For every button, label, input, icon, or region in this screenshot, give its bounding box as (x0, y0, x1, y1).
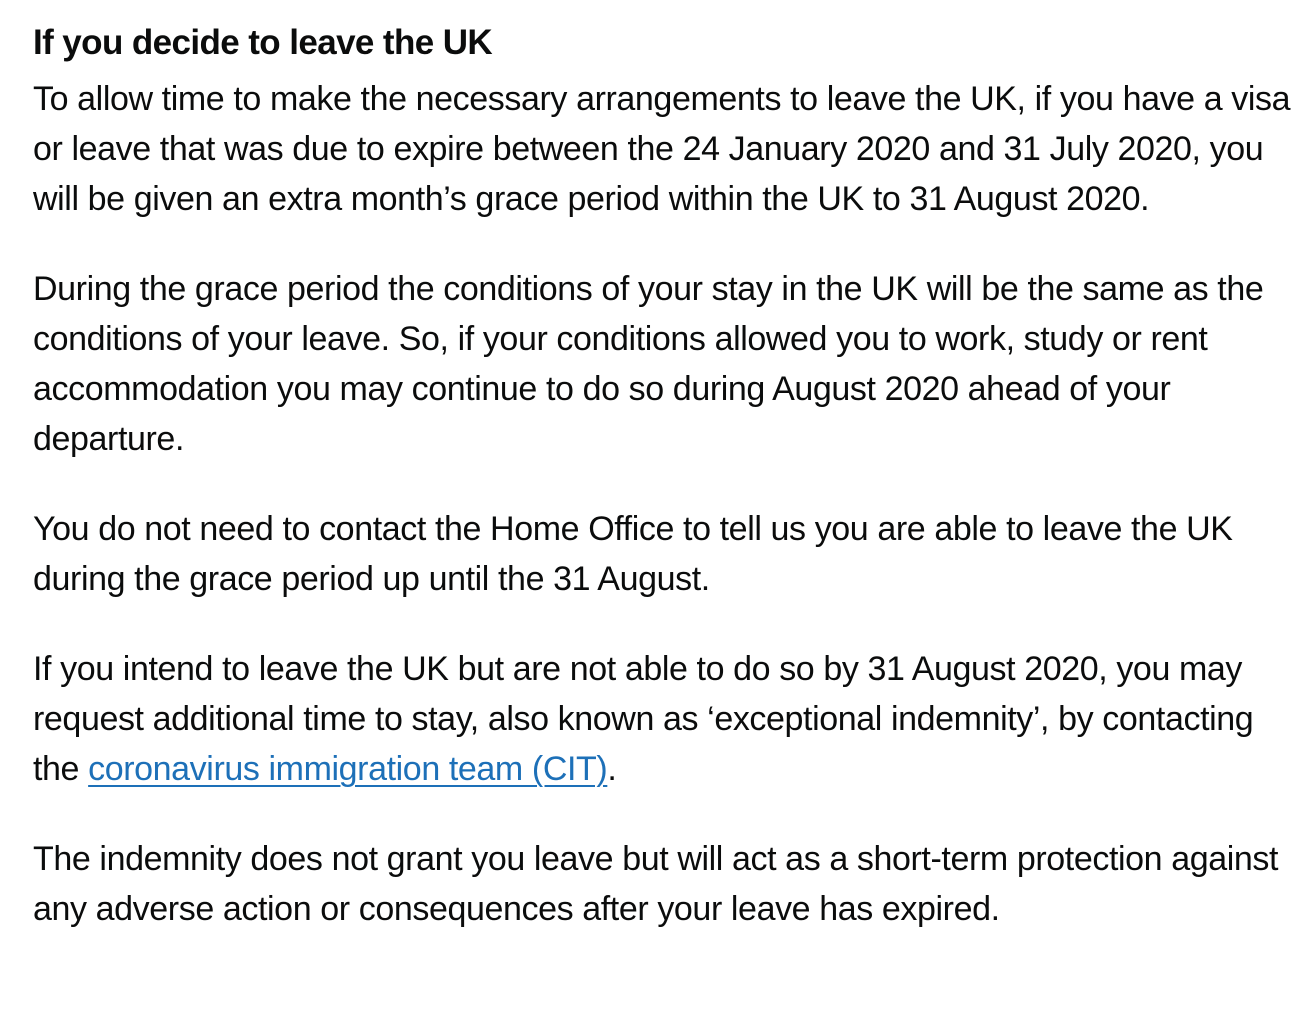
paragraph-no-contact: You do not need to contact the Home Office to tell us you are able to leave the UK during the grace period up until the 31 August. (33, 510, 1233, 598)
paragraph-exceptional-indemnity (33, 644, 1293, 794)
paragraph-grace-period: To allow time to make the necessary arrangements to leave the UK, if you have a visa or leave that was due to expire between the 24 January 2020 and 31 July 2020, you will be given an extra month’s grace period within the UK to 31 August 2020. (33, 80, 1291, 218)
paragraph-conditions: During the grace period the conditions of your stay in the UK will be the same as the conditions of your leave. So, if your conditions allowed you to work, study or rent accommodation you may continue to do so during August 2020 ahead of your departure. (33, 270, 1264, 458)
section-heading: If you decide to leave the UK (33, 23, 493, 62)
paragraph-text-after-link: . (607, 750, 617, 788)
paragraph-text-before-link: If you intend to leave the UK but are not able to do so by 31 August 2020, you may request additional time to stay, also known as ‘exceptional indemnity’, by contacting the (33, 650, 1254, 788)
paragraph-indemnity-protection: The indemnity does not grant you leave but will act as a short-term protection against any adverse action or consequences after your leave has expired. (33, 840, 1279, 928)
cit-link[interactable]: coronavirus immigration team (CIT) (88, 750, 608, 788)
